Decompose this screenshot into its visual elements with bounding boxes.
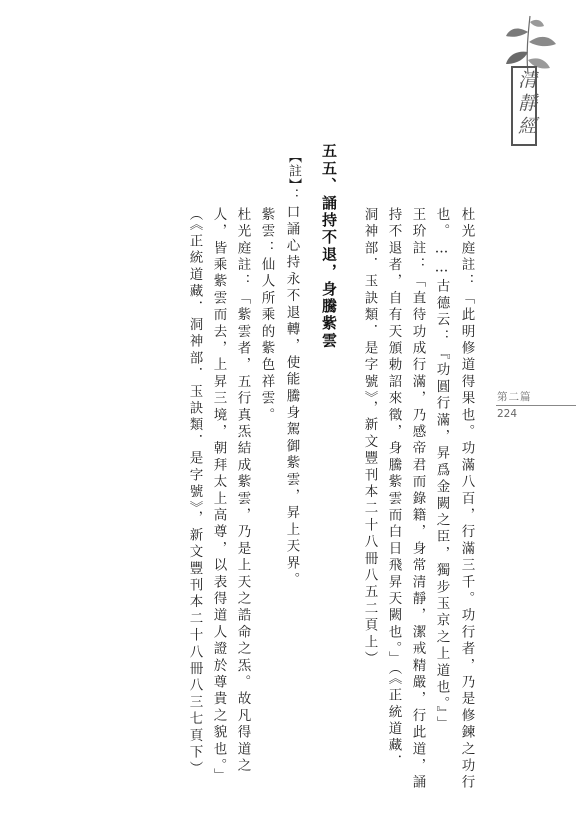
note-line: 杜光庭註：「紫雲者，五行真炁結成紫雲，乃是上天之誥命之炁。故凡得道之 (234, 207, 251, 775)
text-column: 洞神部．玉訣類．是字號》，新文豐刊本二十八冊八五二頁上） (361, 207, 378, 668)
note-tag: 【註】 (286, 150, 301, 192)
text-column: 杜光庭註：「此明修道得果也。功滿八百，行滿三千。功行者，乃是修鍊之功行 (458, 207, 475, 792)
section-heading: 五五、誦持不退，身騰紫雲 (320, 143, 338, 350)
note-line: 人，皆乘紫雲而去，上昇三境，朝拜太上高尊，以表得道人證於尊貴之貌也。」 (210, 207, 227, 785)
book-title: 清靜經 (515, 70, 537, 139)
chapter-label: 第二篇 (497, 391, 532, 403)
text-column: 持不退者，自有天頒勅詔來徵，身騰紫雲而白日飛昇天闕也。」（《正統道藏． (385, 207, 402, 772)
page-number: 224 (497, 408, 518, 420)
text-column: 也。……古德云：『功圓行滿，昇爲金闕之臣，獨步玉京之上道也。』」 (433, 207, 450, 733)
note-line: ：口誦心持永不退轉，使能騰身駕御紫雲，昇上天界。 (283, 188, 300, 589)
note-line: （《正統道藏．洞神部．玉訣類．是字號》，新文豐刊本二十八冊八三七頁下） (186, 207, 203, 778)
text-column: 王玠註：「直待功成行滿，乃感帝君而錄籍，身常清靜，潔戒精嚴，行此道，誦 (409, 207, 426, 792)
note-line: 紫雲：仙人所乘的紫色祥雲。 (258, 207, 275, 425)
margin-divider (496, 405, 576, 406)
